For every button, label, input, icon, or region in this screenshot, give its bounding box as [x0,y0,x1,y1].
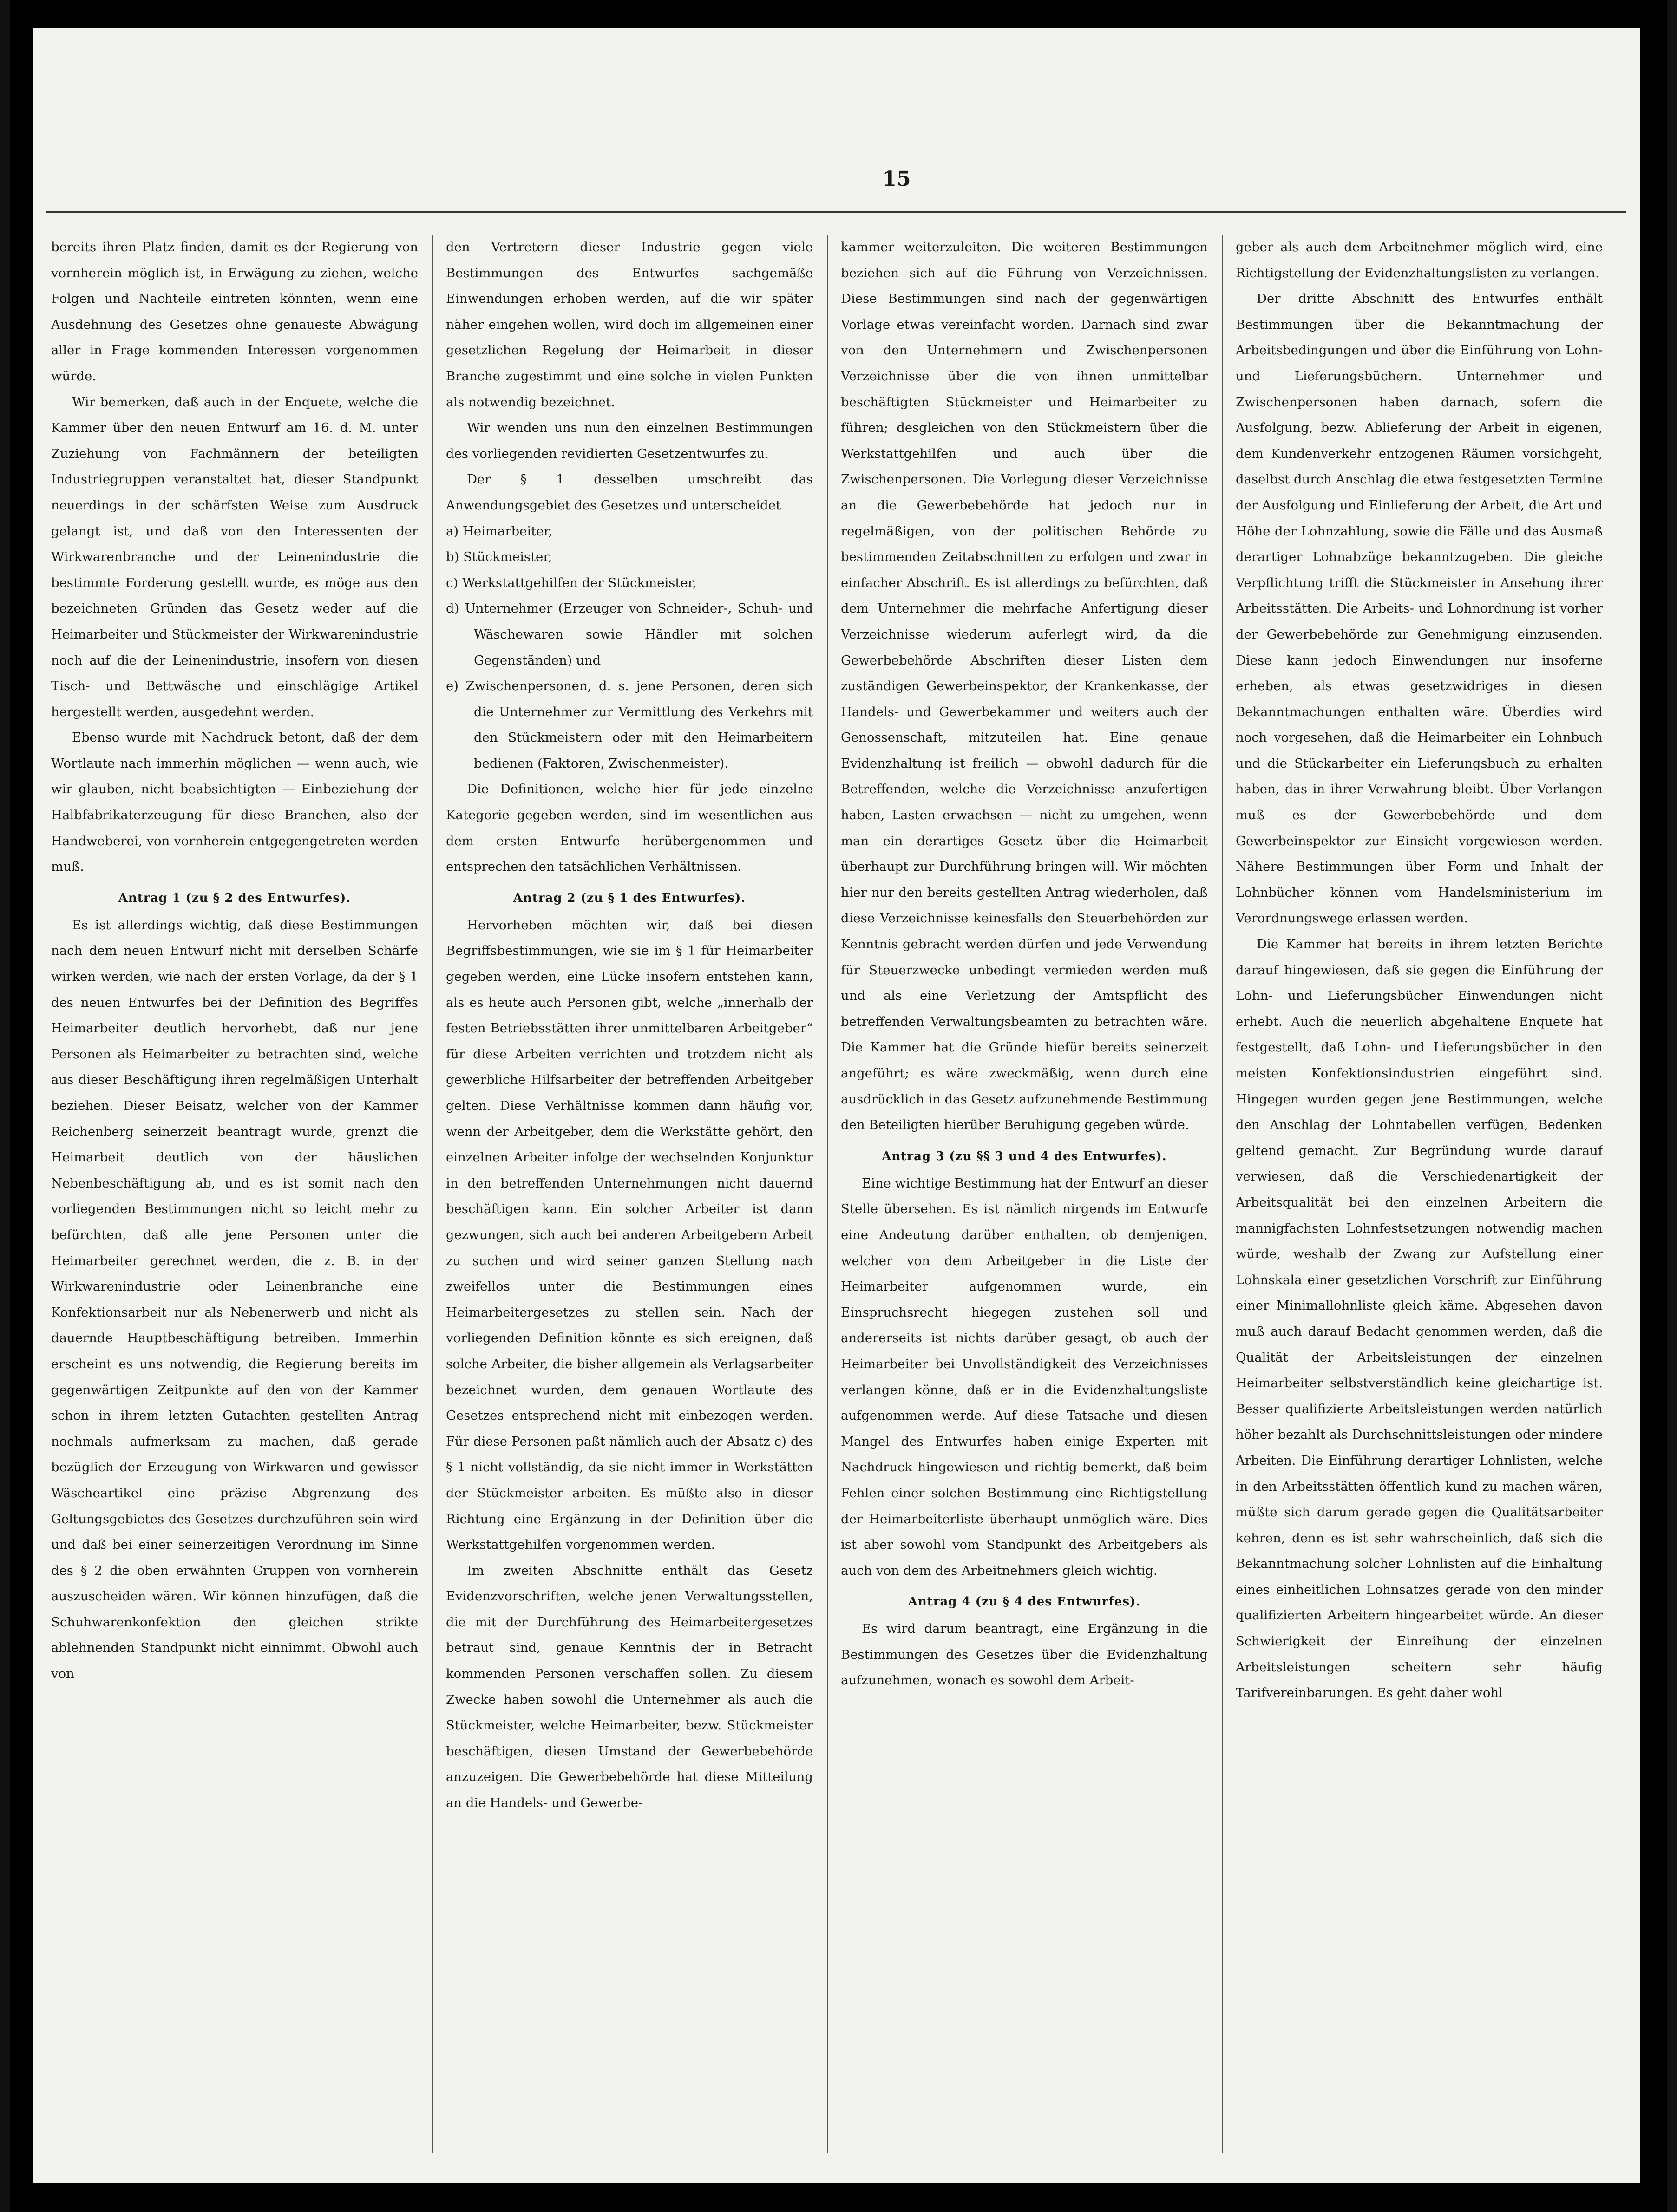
page-number: 15 [882,167,911,191]
text-columns [51,235,1621,2162]
paragraph: Hervorheben möchten wir, daß bei diesen Begriffsbestimmungen, wie sie im § 1 für Heimarbeiter gegeben werden, eine Lücke insofern entstehen kann, als es heute auch Personen gibt, welche „innerhalb der festen Betriebsstätten ihrer unmittelbaren Arbeitgeber“ für diese Arbeiten verrichten und trotzdem nicht als gewerbliche Hilfsarbeiter der betreffenden Arbeitgeber gelten. Diese Verhältnisse kommen dann häufig vor, wenn der Arbeitgeber, dem die Werkstätte gehört, den einzelnen Arbeiter infolge der wechselnden Konjunktur in den betreffenden Unternehmungen nicht dauernd beschäftigen kann. Ein solcher Arbeiter ist dann gezwungen, sich auch bei anderen Arbeitgebern Arbeit zu suchen und wird seiner ganzen Stellung nach zweifellos unter die Bestimmungen eines Heimarbeitergesetzes zu stellen sein. Nach der vorliegenden Definition könnte es sich ereignen, daß solche Arbeiter, die bisher allgemein als Verlagsarbeiter bezeichnet wurden, dem genauen Wortlaute des Gesetzes entsprechend nicht mit einbezogen werden. Für diese Personen paßt nämlich auch der Absatz c) des § 1 nicht vollständig, da sie nicht immer in Werkstätten der Stückmeister arbeiten. Es müßte also in dieser Richtung eine Ergänzung in der Definition über die Werkstattgehilfen vorgenommen werden. [446,917,813,1553]
list-item: d) Unternehmer (Erzeuger von Schneider-, Schuh- und Wäschewaren sowie Händler mit solchen Gegenständen) und [446,601,813,668]
newspaper-page [33,28,1640,2183]
paragraph: Wir wenden uns nun den einzelnen Bestimmungen des vorliegenden revidierten Gesetzentwurfes zu. [446,420,813,461]
column-1 [51,235,418,2153]
list-item: e) Zwischenpersonen, d. s. jene Personen, deren sich die Unternehmer zur Vermittlung des Verkehrs mit den Stückmeistern oder mit den Heimarbeitern bedienen (Faktoren, Zwischenmeister). [446,679,813,771]
list-item: b) Stückmeister, [446,549,552,565]
category-list [446,519,813,777]
column-separator [432,235,433,2153]
section-heading: Antrag 2 (zu § 1 des Entwurfes). [513,891,746,905]
scan-edge-right [1667,0,1677,2212]
list-item: c) Werkstattgehilfen der Stückmeister, [446,575,697,590]
column-3 [841,235,1208,2153]
paragraph: Der § 1 desselben umschreibt das Anwendungsgebiet des Gesetzes und unterscheidet [446,472,813,513]
paragraph: den Vertretern dieser Industrie gegen viele Bestimmungen des Entwurfes sachgemäße Einwendungen erhoben werden, auf die wir später näher eingehen wollen, wird doch im allgemeinen einer gesetzlichen Regelung der Heimarbeit in dieser Branche zugestimmt und eine solche in vielen Punkten als notwendig bezeichnet. [446,240,813,410]
paragraph: kammer weiterzuleiten. Die weiteren Bestimmungen beziehen sich auf die Führung von Verzeichnissen. Diese Bestimmungen sind nach der gegenwärtigen Vorlage etwas vereinfacht worden. Darnach sind zwar von den Unternehmern und Zwischenpersonen Verzeichnisse über die von ihnen unmittelbar beschäftigten Stückmeister und Heimarbeiter zu führen; desgleichen von den Stückmeistern über die Werkstattgehilfen und auch über die Zwischenpersonen. Die Vorlegung dieser Verzeichnisse an die Gewerbebehörde hat jedoch nur in regelmäßigen, von der politischen Behörde zu bestimmenden Zeitabschnitten zu erfolgen und zwar in einfacher Abschrift. Es ist allerdings zu befürchten, daß dem Unternehmer die mehrfache Anfertigung dieser Verzeichnisse wiederum auferlegt wird, da die Gewerbebehörde Abschriften dieser Listen dem zuständigen Gewerbeinspektor, der Krankenkasse, der Handels- und Gewerbekammer und weiters auch der Genossenschaft, mitzuteilen hat. Eine genaue Evidenzhaltung ist freilich — obwohl dadurch für die Betreffenden, welche die Verzeichnisse anzufertigen haben, Lasten erwachsen — nicht zu umgehen, wenn man ein derartiges Gesetz über die Heimarbeit überhaupt zur Durchführung bringen will. Wir möchten hier nur den bereits gestellten Antrag wiederholen, daß diese Verzeichnisse keinesfalls den Steuerbehörden zur Kenntnis gebracht werden dürfen und jede Verwendung für Steuerzwecke unbedingt vermieden werden muß und als eine Verletzung der Amtspflicht des betreffenden Verwaltungsbeamten zu betrachten wäre. Die Kammer hat die Gründe hiefür bereits seinerzeit angeführt; es wäre zweckmäßig, wenn durch eine ausdrücklich in das Gesetz aufzunehmende Bestimmung den Beteiligten hierüber Beruhigung gegeben würde. [841,240,1208,1133]
paragraph: Die Definitionen, welche hier für jede einzelne Kategorie gegeben werden, sind im wesentlichen aus dem ersten Entwurfe herübergenommen und entsprechen den tatsächlichen Verhältnissen. [446,782,813,874]
column-4 [1236,235,1603,2153]
column-separator [827,235,828,2153]
paragraph: Wir bemerken, daß auch in der Enquete, welche die Kammer über den neuen Entwurf am 16. d. M. unter Zuziehung von Fachmännern der beteiligten Industriegruppen veranstaltet hat, dieser Standpunkt neuerdings in der schärfsten Weise zum Ausdruck gelangt ist, und daß von den Interessenten der Wirkwarenbranche und der Leinenindustrie die bestimmte Forderung gestellt wurde, es möge aus den bezeichneten Gründen das Gesetz weder auf die Heimarbeiter und Stückmeister der Wirkwarenindustrie noch auf die der Leinenindustrie, insofern von diesen Tisch- und Bettwäsche und einschlägige Artikel hergestellt werden, ausgedehnt werden. [51,394,418,719]
section-heading: Antrag 1 (zu § 2 des Entwurfes). [118,891,351,905]
paragraph: Es wird darum beantragt, eine Ergänzung in die Bestimmungen des Gesetzes über die Evidenzhaltung aufzunehmen, wonach es sowohl dem Arbeit- [841,1621,1208,1688]
section-heading: Antrag 3 (zu §§ 3 und 4 des Entwurfes). [882,1149,1167,1163]
paragraph: Eine wichtige Bestimmung hat der Entwurf an dieser Stelle übersehen. Es ist nämlich nirgends im Entwurfe eine Andeutung darüber enthalten, ob demjenigen, welcher von dem Arbeitgeber in die Liste der Heimarbeiter aufgenommen wurde, ein Einspruchsrecht hiegegen zustehen soll und andererseits ist nichts darüber gesagt, ob auch der Heimarbeiter bei Unvollständigkeit des Verzeichnisses verlangen könne, daß er in die Evidenzhaltungsliste aufgenommen werde. Auf diese Tatsache und diesen Mangel des Entwurfes haben einige Experten mit Nachdruck hingewiesen und richtig bemerkt, daß beim Fehlen einer solchen Bestimmung eine Richtigstellung der Heimarbeiterliste überhaupt unmöglich wäre. Dies ist aber sowohl vom Standpunkt des Arbeitgebers als auch von dem des Arbeitnehmers gleich wichtig. [841,1175,1208,1578]
paragraph: Die Kammer hat bereits in ihrem letzten Berichte darauf hingewiesen, daß sie gegen die Einführung der Lohn- und Lieferungsbücher Einwendungen nicht erhebt. Auch die neuerlich abgehaltene Enquete hat festgestellt, daß Lohn- und Lieferungsbücher in den meisten Konfektionsindustrien eingeführt sind. Hingegen wurden gegen jene Bestimmungen, welche den Anschlag der Lohntabellen verfügen, Bedenken geltend gemacht. Zur Begründung wurde darauf verwiesen, daß die Verschiedenartigkeit der Arbeitsqualität bei den einzelnen Arbeitern die mannigfachsten Lohnfestsetzungen notwendig machen würde, weshalb der Zwang zur Aufstellung einer Lohnskala einer gesetzlichen Vorschrift zur Einführung einer Minimallohnliste gleich käme. Abgesehen davon muß auch darauf Bedacht genommen werden, daß die Qualität der Arbeitsleistungen der einzelnen Heimarbeiter selbstverständlich keine gleichartige ist. Besser qualifizierte Arbeitsleistungen werden natürlich höher bezahlt als Durchschnittsleistungen oder mindere Arbeiten. Die Einführung derartiger Lohnlisten, welche in den Arbeitsstätten öffentlich kund zu machen wären, müßte sich darum gerade gegen die Qualitätsarbeiter kehren, denn es ist sehr wahrscheinlich, daß sich die Bekanntmachung solcher Lohnlisten auf die Einhaltung eines einheitlichen Lohnsatzes gerade von den minder qualifizierten Arbeitern hingearbeitet würde. An dieser Schwierigkeit der Einreihung der einzelnen Arbeitsleistungen scheitern sehr häufig Tarifvereinbarungen. Es geht daher wohl [1236,937,1603,1701]
header-rule [46,211,1626,213]
paragraph: Der dritte Abschnitt des Entwurfes enthält Bestimmungen über die Bekanntmachung der Arbeitsbedingungen und über die Einführung von Lohn- und Lieferungsbüchern. Unternehmer und Zwischenpersonen haben darnach, sofern die Ausfolgung, bezw. Ablieferung der Arbeit in eigenen, dem Kundenverkehr entzogenen Räumen vorsichgeht, daselbst durch Anschlag die etwa festgesetzten Termine der Ausfolgung und Einlieferung der Arbeit, die Art und Höhe der Lohnzahlung, sowie die Fälle und das Ausmaß derartiger Lohnabzüge bekanntzugeben. Die gleiche Verpflichtung trifft die Stückmeister in Ansehung ihrer Arbeitsstätten. Die Arbeits- und Lohnordnung ist vorher der Gewerbebehörde zur Genehmigung einzusenden. Diese kann jedoch Einwendungen nur insoferne erheben, als etwas gesetzwidriges in diesen Bekanntmachungen enthalten wäre. Überdies wird noch vorgesehen, daß die Heimarbeiter ein Lohnbuch und die Stückarbeiter ein Lieferungsbuch zu erhalten haben, das in ihrer Verwahrung bleibt. Über Verlangen muß es der Gewerbebehörde und dem Gewerbeinspektor zur Einsicht vorgewiesen werden. Nähere Bestimmungen über Form und Inhalt der Lohnbücher können vom Handelsministerium im Verordnungswege erlassen werden. [1236,291,1603,926]
column-2 [446,235,813,2153]
section-heading: Antrag 4 (zu § 4 des Entwurfes). [908,1595,1141,1609]
paragraph: geber als auch dem Arbeitnehmer möglich wird, eine Richtigstellung der Evidenzhaltungslisten zu verlangen. [1236,240,1603,281]
paragraph: bereits ihren Platz finden, damit es der Regierung von vornherein möglich ist, in Erwägung zu ziehen, welche Folgen und Nachteile eintreten könnten, wenn eine Ausdehnung des Gesetzes ohne genaueste Abwägung aller in Frage kommenden Interessen vorgenommen würde. [51,240,418,384]
paragraph: Im zweiten Abschnitte enthält das Gesetz Evidenzvorschriften, welche jenen Verwaltungsstellen, die mit der Durchführung des Heimarbeitergesetzes betraut sind, genaue Kenntnis der in Betracht kommenden Personen verschaffen sollen. Zu diesem Zwecke haben sowohl die Unternehmer als auch die Stückmeister, welche Heimarbeiter, bezw. Stückmeister beschäftigen, diesen Umstand der Gewerbebehörde anzuzeigen. Die Gewerbebehörde hat diese Mitteilung an die Handels- und Gewerbe- [446,1563,813,1811]
column-separator [1222,235,1223,2153]
list-item: a) Heimarbeiter, [446,523,553,539]
paragraph: Es ist allerdings wichtig, daß diese Bestimmungen nach dem neuen Entwurf nicht mit derselben Schärfe wirken werden, wie nach der ersten Vorlage, da der § 1 des neuen Entwurfes bei der Definition des Begriffes Heimarbeiter deutlich hervorhebt, daß nur jene Personen als Heimarbeiter zu betrachten sind, welche aus dieser Beschäftigung ihren regelmäßigen Unterhalt beziehen. Dieser Beisatz, welcher von der Kammer Reichenberg seinerzeit beantragt wurde, grenzt die Heimarbeit deutlich von der häuslichen Nebenbeschäftigung ab, und es ist somit nach den vorliegenden Bestimmungen nicht so leicht mehr zu befürchten, daß alle jene Personen unter die Heimarbeiter gerechnet werden, die z. B. in der Wirkwarenindustrie oder Leinenbranche eine Konfektionsarbeit nur als Nebenerwerb und nicht als dauernde Hauptbeschäftigung betreiben. Immerhin erscheint es uns notwendig, die Regierung bereits im gegenwärtigen Zeitpunkte auf den von der Kammer schon in ihrem letzten Gutachten gestellten Antrag nochmals aufmerksam zu machen, daß gerade bezüglich der Erzeugung von Wirkwaren und gewisser Wäscheartikel eine präzise Abgrenzung des Geltungsgebietes des Gesetzes durchzuführen sein wird und daß bei einer seinerzeitigen Verordnung im Sinne des § 2 die oben erwähnten Gruppen von vornherein auszuscheiden wären. Wir können hinzufügen, daß die Schuhwarenkonfektion den gleichen strikte ablehnenden Standpunkt nicht einnimmt. Obwohl auch von [51,917,418,1682]
scan-edge-left [0,0,10,2212]
paragraph: Ebenso wurde mit Nachdruck betont, daß der dem Wortlaute nach immerhin möglichen — wenn auch, wie wir glauben, nicht beabsichtigten — Einbeziehung der Halbfabrikaterzeugung für diese Branchen, also der Handweberei, von vornherein entgegengetreten werden muß. [51,730,418,874]
